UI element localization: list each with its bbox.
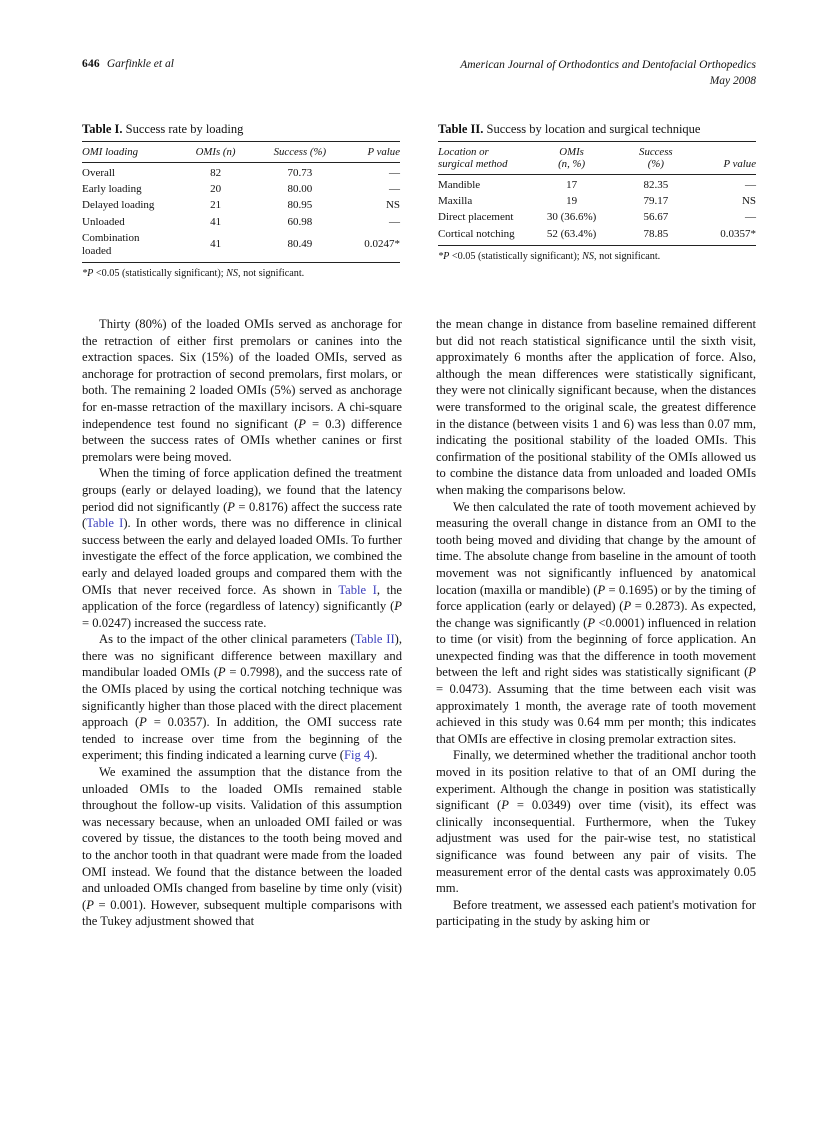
cell-n: 21 (210, 199, 222, 212)
paragraph (436, 499, 756, 748)
cell-label: Delayed loading (82, 199, 155, 212)
cell-success: 79.17 (643, 195, 669, 208)
footnote-text-b: , not significant. (594, 250, 661, 262)
cell-label: Early loading (82, 183, 142, 196)
table-one-head (82, 142, 400, 163)
cell-pvalue: 0.0247* (364, 238, 400, 251)
table-one-crossref-link[interactable]: Table I (86, 516, 124, 531)
p-symbol: P (623, 599, 632, 614)
cell-success: 80.49 (287, 238, 313, 251)
cell-pvalue: — (745, 179, 756, 191)
footnote-p-symbol: *P (438, 250, 450, 262)
paragraph (82, 316, 402, 465)
cell-pvalue: 0.0357* (720, 227, 756, 240)
paragraph: Before treatment, we assessed each patient's motivation for participating in the study by asking him or (436, 897, 756, 929)
paragraph: the mean change in distance from baseline remained different but did not reach statistical significance until the sixth visit, approximately 6 months after the application of force. Also, although the mean differences were statistically significant, they were not clinically significant because, when the distances were transformed to the original scale, the greatest difference in the distance (between visits 1 and 6) was less than 0.07 mm, indicating the positional stability of the loaded OMIs. This confirmation of the positional stability of the OMIs allowed us to combine the distance data from unloaded and loaded OMIs when making the comparisons below. (436, 317, 756, 497)
header-line-1: OMIs (559, 146, 584, 158)
text-run: = 0.2873). As expected, the change was significantly ( (436, 599, 756, 630)
cell-success: 82.35 (643, 179, 669, 191)
cell-n: 19 (566, 195, 578, 208)
paragraph (82, 631, 402, 764)
table-one-col-omis: OMIs (n) (195, 146, 236, 158)
p-symbol: P (597, 582, 606, 597)
cell-success: 80.00 (287, 183, 313, 196)
table-two-title: Success by location and surgical technique (486, 122, 701, 136)
table-two-caption (438, 122, 756, 137)
cell-success: 78.85 (643, 227, 669, 240)
table-row (82, 163, 400, 182)
text-run: We examined the assumption that the distance from the unloaded OMIs to the loaded OMIs remained stable throughout the follow-up visits. Validation of this assumption was necessary because, when an unloaded OMI failed or was covered by tissue, the distances to the tooth being moved and to the anchor tooth in that quadrant were made from the loaded OMI instead. We found that the distance between the loaded and unloaded OMIs changed from baseline by time only (visit) ( (82, 765, 402, 912)
footnote-text-a: <0.05 (statistically significant); (93, 267, 227, 279)
footnote-p-symbol: *P (82, 267, 94, 279)
text-run: , the application of the force (regardless of latency) significantly ( (82, 582, 403, 614)
running-head-right (460, 58, 756, 89)
cell-pvalue: — (389, 215, 400, 228)
table-one-label: Table I. (82, 122, 123, 136)
running-head (82, 58, 756, 89)
cell-n: 52 (63.4%) (546, 227, 597, 240)
running-head-authors: Garfinkle et al (106, 58, 174, 70)
p-symbol: P (394, 599, 402, 614)
p-symbol: P (217, 665, 226, 680)
table-row (438, 210, 756, 226)
table-two (438, 141, 756, 245)
header-line-2: surgical method (438, 158, 508, 170)
table-row (82, 214, 400, 230)
right-column (436, 316, 756, 930)
text-run: ), there was no significant difference between maxillary and mandibular loaded OMIs ( (82, 632, 403, 680)
header-line-1: Success (639, 146, 673, 158)
table-two-block (438, 122, 756, 280)
cell-label: Overall (82, 167, 115, 179)
cell-success: 60.98 (287, 215, 313, 228)
table-row (438, 226, 756, 245)
text-run: = 0.0357). In addition, the OMI success rate tended to increase over time from the beginning of the experiment; this finding indicated a learning curve ( (82, 715, 402, 763)
text-run: = 0.1695) or by the timing of force application (early or delayed) ( (436, 582, 756, 614)
text-run: Thirty (80%) of the loaded OMIs served as anchorage for the retraction of either first premolars or canines into the extraction spaces. Six (15%) of the loaded OMIs, served as anchorage for protraction of second premolars, first molars, or both. The remaining 2 loaded OMIs (5%) served as anchorage for en-masse retraction of the maxillary incisors. A chi-square independence test found no significant ( (82, 317, 402, 431)
cell-n: 41 (210, 238, 222, 251)
running-head-left (82, 58, 174, 70)
text-run: As to the impact of the other clinical parameters ( (99, 632, 355, 647)
text-run: = 0.0473). Assuming that the time between each visit was approximately 1 month, the average rate of tooth movement achieved in this study was 0.64 mm per month; this indicates that OMIs are effective in closing premolar extraction sites. (436, 682, 756, 746)
footnote-text-b: , not significant. (238, 267, 305, 279)
p-symbol: P (86, 897, 94, 912)
table-row (438, 194, 756, 210)
table-two-col-location (438, 142, 527, 175)
text-run: = 0.0349) over time (visit), its effect was clinically inconsequential. Furthermore, when the Tukey adjustment was used for the pair-wise test, no statistical significance was found between any pair of visits. The measurement error of the dental casts was approximately 0.05 mm. (436, 798, 756, 896)
text-run: = 0.3) difference between the success rates of OMIs whether canines or first premolars were being moved. (82, 416, 402, 464)
table-two-label: Table II. (438, 122, 484, 136)
cell-label: Direct placement (438, 211, 514, 224)
p-symbol: P (298, 416, 306, 431)
text-run: = 0.001). However, subsequent multiple comparisons with the Tukey adjustment showed that (82, 897, 402, 929)
p-symbol: P (501, 798, 509, 813)
table-two-header-row (438, 142, 756, 175)
table-one-body (82, 163, 400, 262)
cell-pvalue: — (745, 211, 756, 224)
table-one-col-loading: OMI loading (82, 146, 139, 158)
table-two-col-pvalue: P value (723, 158, 756, 170)
text-run: <0.0001) influenced in relation to time (or visit) from the beginning of force application. An unexpected finding was that the difference in tooth movement between the left and right sides was statistically significant ( (436, 615, 757, 680)
cell-n: 17 (566, 179, 578, 191)
text-run: = 0.0247) increased the success rate. (82, 615, 267, 630)
text-run: ). In other words, there was no difference in clinical success between the early and delayed loaded OMIs. To further investigate the effect of the force application, we combined the early and delayed loaded groups and compared them with the OMIs that never received force. As shown in (82, 516, 402, 597)
table-two-footnote (438, 245, 756, 263)
text-run: When the timing of force application defined the treatment groups (early or delayed loading), we found that the latency period did not significantly ( (82, 466, 402, 514)
issue-date: May 2008 (709, 74, 756, 87)
table-two-col-success (616, 142, 696, 175)
paragraph (82, 764, 402, 930)
cell-pvalue: — (389, 183, 400, 196)
cell-pvalue: — (389, 167, 400, 179)
table-two-col-omis (527, 142, 616, 175)
body-columns (82, 316, 756, 930)
paragraph (82, 465, 402, 631)
cell-success: 80.95 (287, 199, 313, 212)
table-one-block (82, 122, 400, 280)
table-row (82, 230, 400, 262)
p-symbol: P (227, 499, 235, 514)
table-one-caption (82, 122, 400, 137)
journal-title: American Journal of Orthodontics and Dentofacial Orthopedics (460, 59, 756, 71)
cell-label: Unloaded (82, 215, 125, 228)
table-row (82, 198, 400, 214)
p-symbol: P (587, 615, 596, 630)
p-symbol: P (139, 715, 147, 730)
cell-label: Maxilla (438, 195, 473, 208)
cell-pvalue: NS (385, 199, 400, 212)
header-line-2: (n, %) (558, 158, 586, 170)
cell-pvalue: NS (741, 195, 756, 208)
left-column (82, 316, 402, 930)
table-one-header-row (82, 142, 400, 163)
table-one-footnote (82, 262, 400, 280)
cell-label: Cortical notching (438, 227, 515, 240)
cell-success: 70.73 (287, 167, 313, 179)
tables-row (82, 122, 756, 280)
cell-n: 41 (210, 215, 222, 228)
p-symbol: P (748, 665, 756, 680)
text-run: ). (370, 748, 378, 763)
text-run: = 0.8176) affect the success rate ( (82, 499, 402, 531)
text-run: = 0.7998), and the success rate of the OMIs placed by using the cortical notching technique was significantly higher than those placed with the direct placement approach ( (82, 665, 402, 730)
cell-n: 82 (210, 167, 222, 179)
text-run: Finally, we determined whether the traditional anchor tooth moved in its position relative to that of an OMI during the experiment. Although the change in position was statistically significant ( (436, 748, 756, 813)
table-row (438, 175, 756, 194)
table-one (82, 141, 400, 262)
page-number: 646 (82, 58, 100, 70)
footnote-ns-symbol: NS (582, 250, 594, 262)
table-one-title: Success rate by loading (125, 122, 244, 136)
cell-success: 56.67 (643, 211, 669, 224)
table-row (82, 182, 400, 198)
footnote-ns-symbol: NS (226, 267, 238, 279)
cell-label: Combination loaded (82, 231, 140, 257)
header-line-1: Location or (438, 146, 489, 158)
text-run: We then calculated the rate of tooth movement achieved by measuring the overall change in distance from an OMI to the tooth being moved and dividing that change by the amount of time. The absolute change from baseline in the amount of tooth movement was not significantly influenced by anatomical location (maxilla or mandible) ( (436, 499, 756, 597)
table-two-crossref-link[interactable]: Table II (354, 632, 395, 647)
footnote-text-a: <0.05 (statistically significant); (449, 250, 583, 262)
table-one-col-pvalue: P value (367, 146, 400, 158)
cell-n: 20 (210, 183, 222, 196)
table-one-crossref-link[interactable]: Table I (338, 582, 377, 597)
table-two-head (438, 142, 756, 175)
paragraph (436, 747, 756, 896)
header-line-2: (%) (647, 158, 664, 170)
table-two-body (438, 175, 756, 245)
figure-four-crossref-link[interactable]: Fig 4 (343, 748, 371, 763)
cell-label: Mandible (438, 179, 481, 191)
table-one-col-success: Success (%) (273, 146, 327, 158)
cell-n: 30 (36.6%) (546, 211, 597, 224)
